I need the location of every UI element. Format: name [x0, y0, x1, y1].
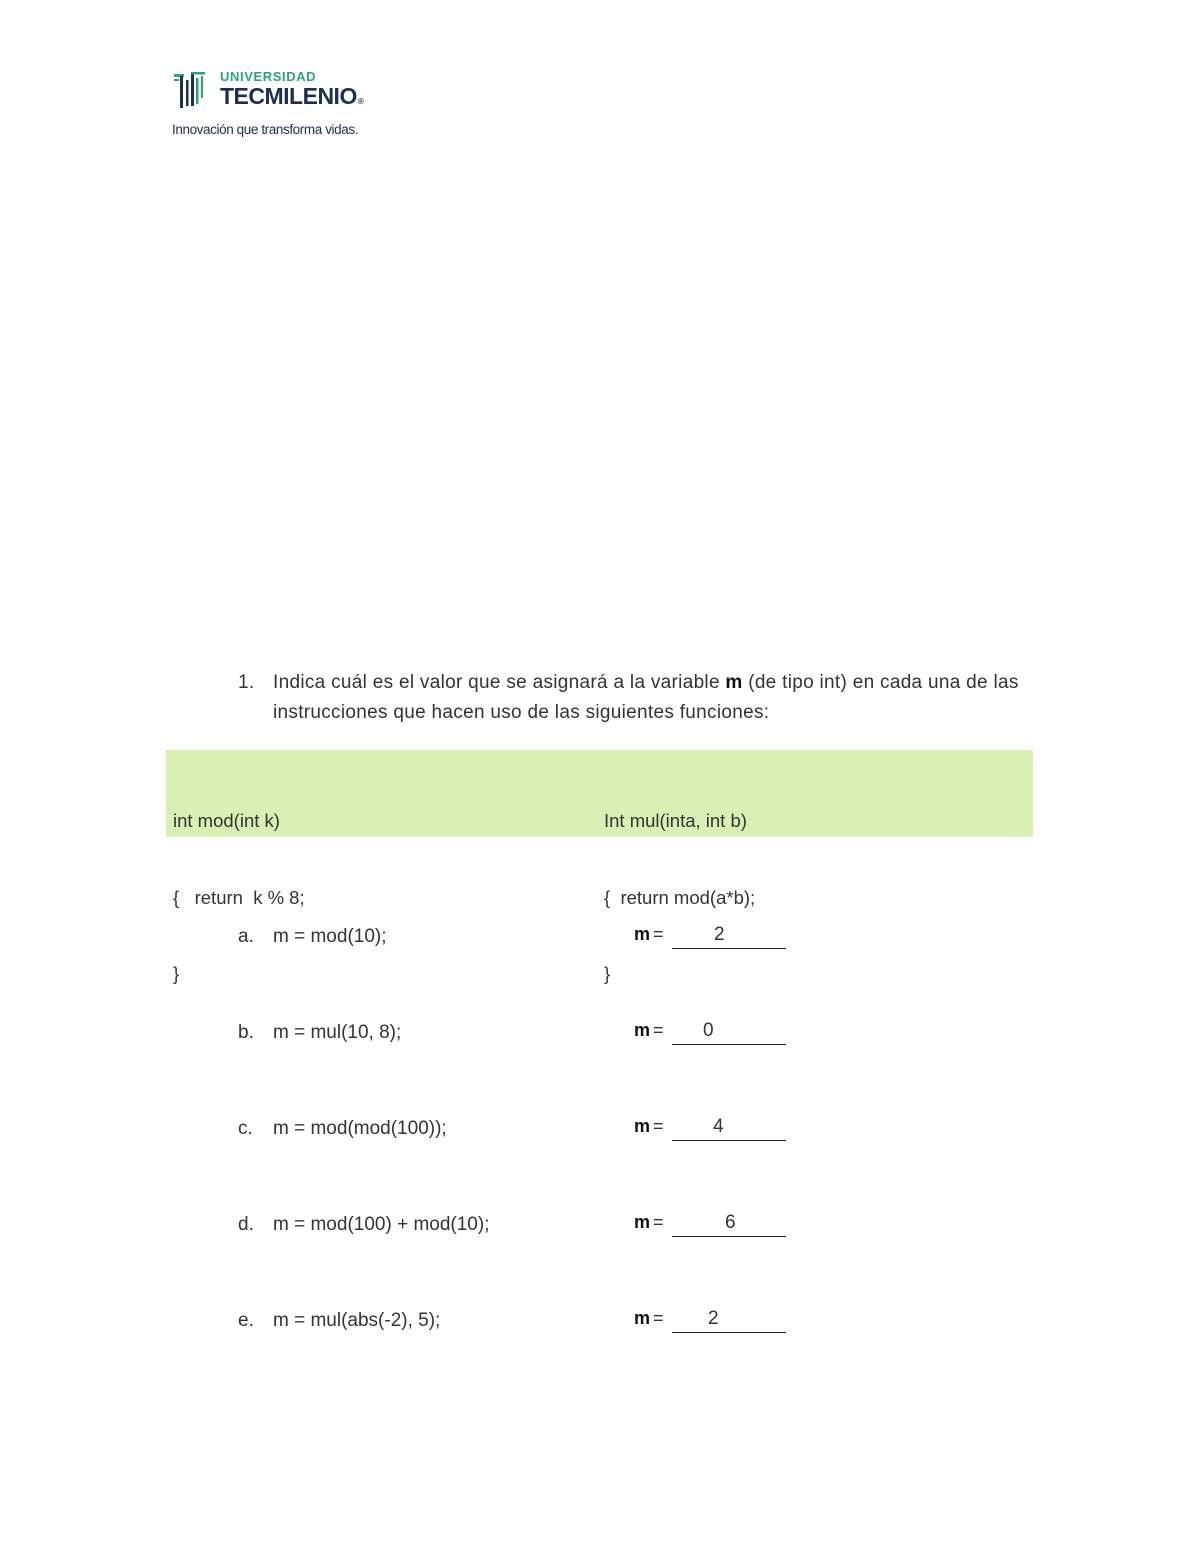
exercise-expression: m = mod(100) + mod(10); [273, 1214, 490, 1235]
exercise-expression: m = mod(10); [273, 926, 387, 947]
exercise-expression: m = mul(abs(-2), 5); [273, 1310, 441, 1331]
answer-field [634, 924, 725, 945]
exercise-expression: m = mul(10, 8); [273, 1022, 402, 1043]
answer-variable: m [634, 924, 651, 944]
answer-value: 0 [703, 1020, 714, 1041]
answer-equals: = [653, 924, 664, 944]
answer-variable: m [634, 1116, 651, 1136]
code-line: int mod(int k) [173, 810, 280, 831]
university-logo [172, 68, 402, 143]
exercise-d [238, 1214, 838, 1254]
answer-value: 4 [713, 1116, 724, 1137]
code-line: { return mod(a*b); [604, 886, 756, 908]
answer-blank [672, 1020, 786, 1045]
exercise-letter: a. [238, 926, 254, 947]
exercise-letter: c. [238, 1118, 253, 1139]
code-line: } [173, 963, 180, 984]
answer-value: 6 [725, 1212, 736, 1233]
exercise-letter: b. [238, 1022, 254, 1043]
question-number: 1. [238, 672, 255, 693]
code-line: Int mul(inta, int b) [604, 810, 747, 831]
answer-field [634, 1116, 724, 1137]
answer-field [634, 1212, 736, 1233]
answer-equals: = [653, 1212, 664, 1232]
question-text-before: Indica cuál es el valor que se asignará a la variable [273, 672, 726, 693]
logo-tagline: Innovación que transforma vidas. [172, 122, 359, 137]
question-text [273, 668, 1038, 728]
code-line: } [604, 963, 611, 984]
question-variable: m [725, 672, 743, 693]
exercise-b [238, 1022, 838, 1062]
logo-emblem-icon [172, 70, 216, 110]
answer-equals: = [653, 1116, 664, 1136]
logo-university-text: UNIVERSIDAD [220, 69, 317, 84]
exercise-letter: d. [238, 1214, 254, 1235]
answer-field [634, 1020, 714, 1041]
answer-variable: m [634, 1212, 651, 1232]
answer-equals: = [653, 1308, 664, 1328]
answer-blank [672, 1308, 786, 1333]
logo-registered-mark: ® [357, 97, 364, 106]
logo-name: TECMILENIO [220, 83, 357, 109]
answer-equals: = [653, 1020, 664, 1040]
question-text-after: (de tipo int) en cada una de las instrucciones que hacen uso de las siguientes funciones: [273, 672, 1019, 723]
exercise-e [238, 1310, 838, 1350]
code-mul-function [604, 757, 755, 1038]
exercise-expression: m = mod(mod(100)); [273, 1118, 447, 1139]
answer-value: 2 [708, 1308, 719, 1329]
answer-blank [672, 1212, 786, 1237]
code-line: { return k % 8; [173, 886, 305, 908]
answer-blank [672, 1116, 786, 1141]
answer-blank [672, 924, 786, 949]
exercise-letter: e. [238, 1310, 254, 1331]
exercise-c [238, 1118, 838, 1158]
answer-value: 2 [714, 924, 725, 945]
code-mod-function [173, 757, 305, 1038]
answer-variable: m [634, 1020, 651, 1040]
logo-name-text [220, 83, 363, 110]
answer-field [634, 1308, 719, 1329]
exercise-a [238, 926, 838, 966]
answer-variable: m [634, 1308, 651, 1328]
